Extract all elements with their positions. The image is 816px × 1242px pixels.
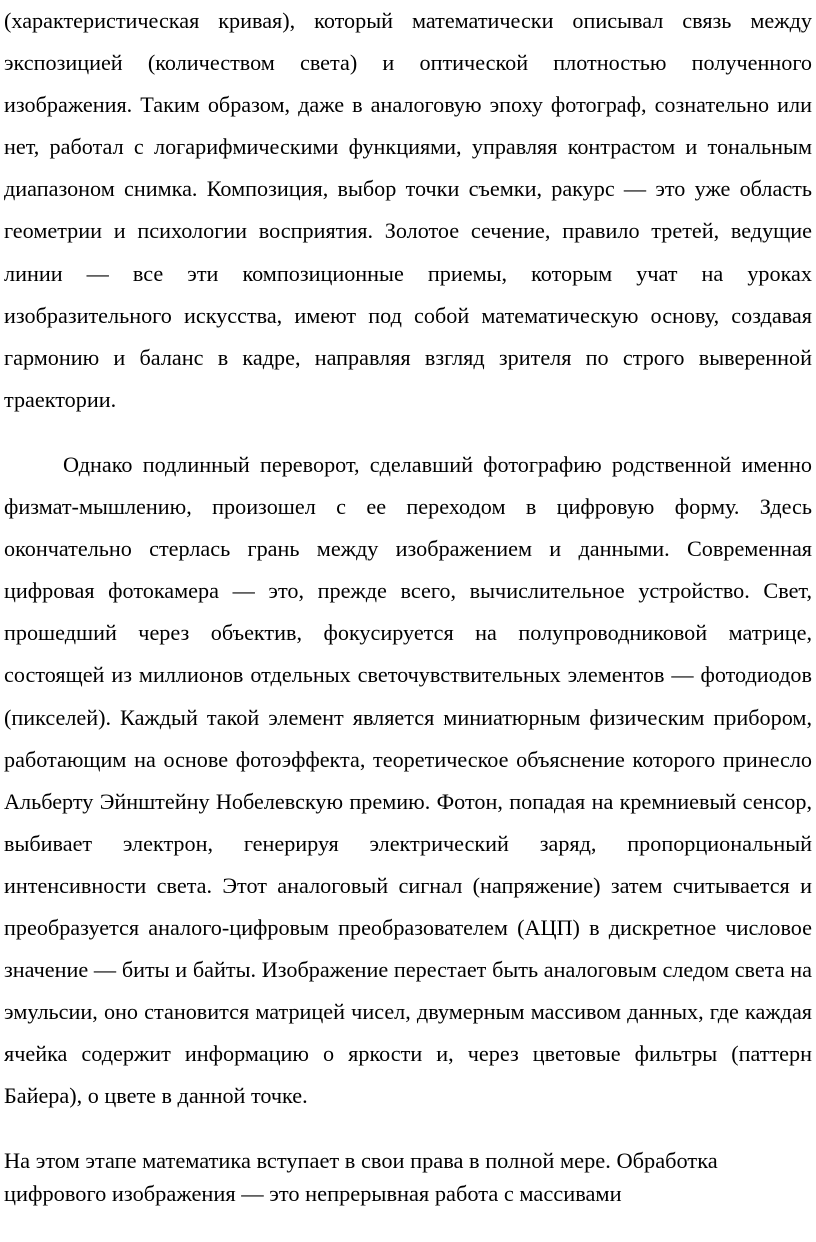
paragraph-math-processing: На этом этапе математика вступает в свои права в полной мере. Обработка цифрового изображения — это непрерывная работа с массивами: [4, 1148, 718, 1207]
document-page: [4, 0, 812, 1210]
paragraph-continuation: (характеристическая кривая), который математически описывал связь между экспозицией (количеством света) и оптической плотностью полученного изображения. Таким образом, даже в аналоговую эпоху фотограф, сознательно или нет, работал с логарифмическими функциями, управляя контрастом и тональным диапазоном снимка. Композиция, выбор точки съемки, ракурс — это уже область геометрии и психологии восприятия. Золотое сечение, правило третей, ведущие линии — все эти композиционные приемы, которым учат на уроках изобразительного искусства, имеют под собой математическую основу, создавая гармонию и баланс в кадре, направляя взгляд зрителя по строго выверенной траектории.: [4, 8, 812, 412]
paragraph-digital-revolution: Однако подлинный переворот, сделавший фотографию родственной именно физмат-мышлению, произошел с ее переходом в цифровую форму. Здесь окончательно стерлась грань между изображением и данными. Современная цифровая фотокамера — это, прежде всего, вычислительное устройство. Свет, прошедший через объектив, фокусируется на полупроводниковой матрице, состоящей из миллионов отдельных светочувствительных элементов — фотодиодов (пикселей). Каждый такой элемент является миниатюрным физическим прибором, работающим на основе фотоэффекта, теоретическое объяснение которого принесло Альберту Эйнштейну Нобелевскую премию. Фотон, попадая на кремниевый сенсор, выбивает электрон, генерируя электрический заряд, пропорциональный интенсивности света. Этот аналоговый сигнал (напряжение) затем считывается и преобразуется аналого-цифровым преобразователем (АЦП) в дискретное числовое значение — биты и байты. Изображение перестает быть аналоговым следом света на эмульсии, оно становится матрицей чисел, двумерным массивом данных, где каждая ячейка содержит информацию о яркости и, через цветовые фильтры (паттерн Байера), о цвете в данной точке.: [4, 451, 812, 1109]
